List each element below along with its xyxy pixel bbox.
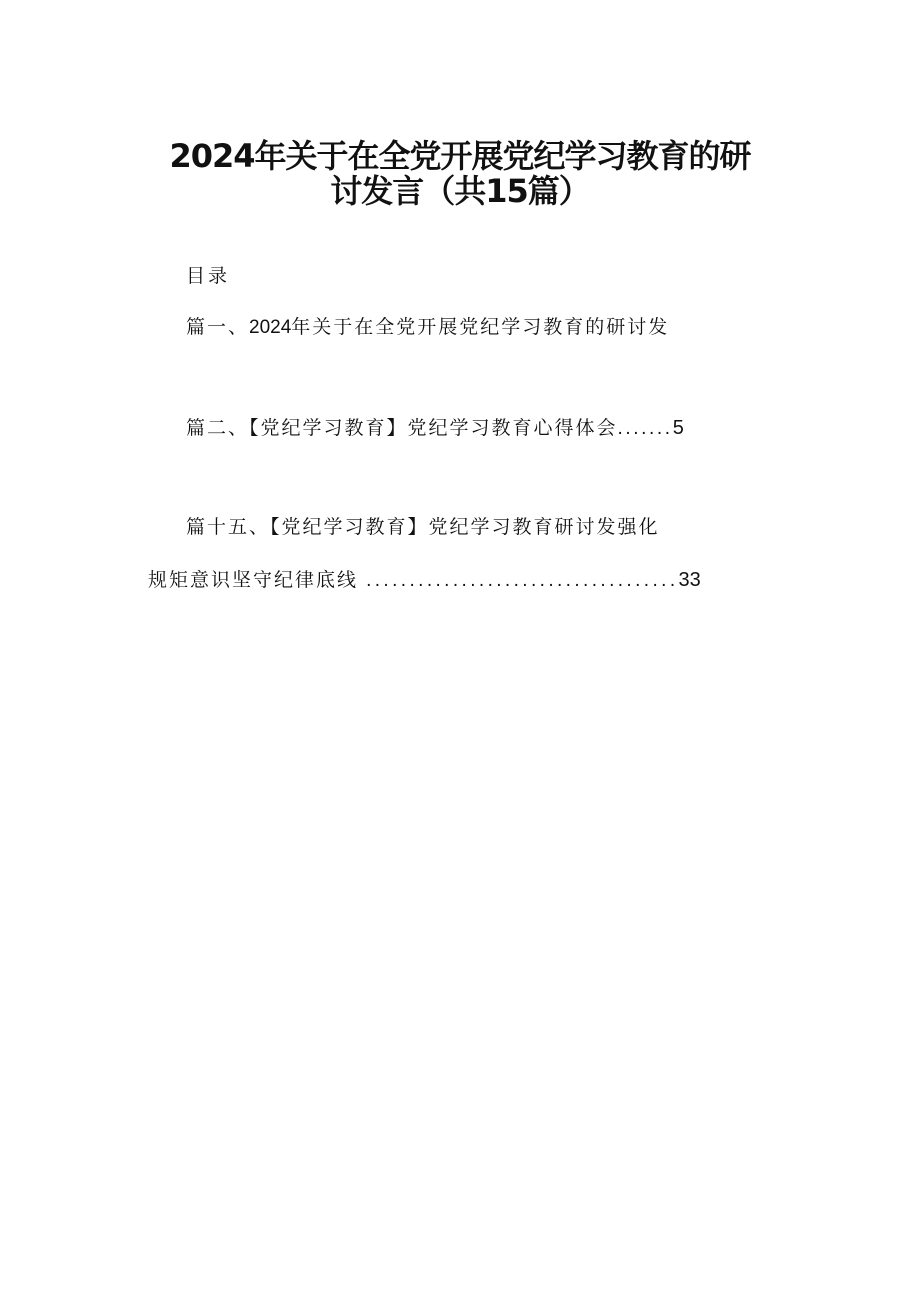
title-text-line-2: 讨发言（共15篇） — [330, 172, 590, 210]
toc-entry-3-prefix: 篇十五、 — [186, 516, 271, 538]
toc-entry-2-leader: ....... — [617, 418, 673, 439]
toc-entry-2-prefix: 篇二、 — [186, 417, 250, 439]
toc-entry-3-page-number: 33 — [678, 569, 701, 591]
toc-entry-2[interactable] — [186, 414, 684, 443]
toc-entry-3[interactable] — [186, 513, 660, 541]
toc-entry-1[interactable] — [186, 313, 669, 342]
toc-entry-1-prefix: 篇一、 — [186, 316, 250, 338]
toc-entry-3-leader: .................................... — [366, 570, 679, 591]
toc-heading: 目录 — [186, 265, 231, 287]
toc-entry-2-page-number: 5 — [672, 417, 684, 439]
toc-entry-2-text: 【党纪学习教育】党纪学习教育心得体会 — [249, 417, 618, 439]
toc-entry-1-number: 2024 — [249, 317, 292, 338]
toc-entry-3-text: 【党纪学习教育】党纪学习教育研讨发强化 — [270, 516, 660, 538]
toc-entry-3-continuation-text: 规矩意识坚守纪律底线 — [148, 569, 359, 591]
title-text-line-1: 2024年关于在全党开展党纪学习教育的研 — [169, 137, 751, 175]
toc-entry-1-text: 年关于在全党开展党纪学习教育的研讨发 — [291, 316, 670, 338]
document-title-line-2 — [0, 166, 920, 216]
toc-entry-3-continuation[interactable] — [148, 566, 701, 595]
